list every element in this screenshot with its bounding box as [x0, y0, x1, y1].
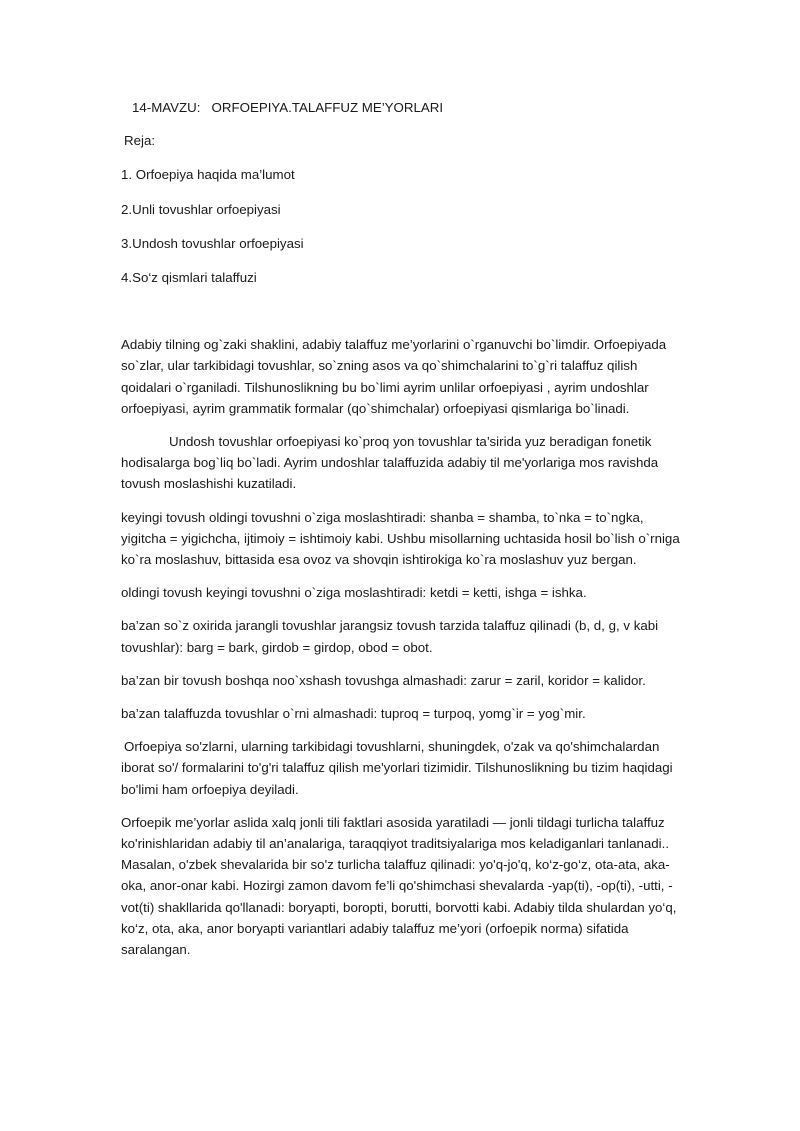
document-title: 14-MAVZU: ORFOEPIYA.TALAFFUZ ME’YORLARI	[132, 100, 444, 115]
plan-item: 4.So‘z qismlari talaffuzi	[121, 270, 257, 286]
document-body	[121, 97, 681, 972]
paragraph: Undosh tovushlar orfoepiyasi ko`proq yon tovushlar ta’sirida yuz beradigan fonetik hodisalarga bog`liq bo`ladi. Ayrim undoshlar talaffuzida adabiy til me'yorlariga mos ravishda tovush moslashishi kuzatiladi.	[121, 434, 659, 492]
paragraph: ba’zan bir tovush boshqa noo`xshash tovushga almashadi: zarur = zaril, koridor = kalidor.	[121, 672, 646, 688]
paragraph: Orfoepik me’yorlar aslida xalq jonli tili faktlari asosida yaratiladi — jonli tildagi turlicha talaffuz ko'rinishlaridan adabiy til an’analariga, taraqqiyot traditsiyalariga mos keladiganlari tanlanadi.. Masalan, o'zbek shevalarida bir so'z turlicha talaffuz qilinadi: yo'q-jo'q, ko‘z-go‘z, ota-ata, aka-oka, anor-onar kabi. Hozirgi zamon davom fe’li qo'shimchasi shevalarda -yap(ti), -op(ti), -utti, -vot(ti) shakllarida qo'llanadi: boryapti, boropti, borutti, borvotti kabi. Adabiy tilda shulardan yo‘q, ko‘z, ota, aka, anor boryapti variantlari adabiy talaffuz me’yori (orfoepik norma) sifatida saralangan.	[121, 814, 677, 958]
paragraph: keyingi tovush oldingi tovushni o`ziga moslashtiradi: shanba = shamba, to`nka = to`ngka, yigitcha = yigichcha, ijtimoiy = ishtimoiy kabi. Ushbu misollarning uchtasida hosil bo`lish o`rniga ko`ra moslashuv, bittasida esa ovoz va shovqin ishtirokiga ko`ra moslashuv yuz bergan.	[121, 509, 680, 568]
plan-label: Reja:	[124, 133, 156, 149]
plan-item: 3.Undosh tovushlar orfoepiyasi	[121, 235, 304, 251]
plan-item: 2.Unli tovushlar orfoepiyasi	[121, 201, 281, 217]
paragraph: ba’zan talaffuzda tovushlar o`rni almashadi: tuproq = turpoq, yomg`ir = yog`mir.	[121, 706, 586, 722]
paragraph: Orfoepiya so'zlarni, ularning tarkibidagi tovushlarni, shuningdek, o'zak va qo'shimchalardan iborat so'/ formalarini to'g'ri talaffuz qilish me'yorlari tizimidir. Tilshunoslikning bu tizim haqidagi bo'limi ham orfoepiya deyiladi.	[121, 739, 673, 797]
paragraph: Adabiy tilning og`zaki shaklini, adabiy talaffuz me’yorlarini o`rganuvchi bo`limdir. Orfoepiyada so`zlar, ular tarkibidagi tovushlar, so`zning asos va qo`shimchalarini to`g`ri talaffuz qilish qoidalari o`rganiladi. Tilshunoslikning bu bo`limi ayrim unlilar orfoepiyasi , ayrim undoshlar orfoepiyasi, ayrim grammatik formalar (qo`shimchalar) orfoepiyasi qismlariga bo`linadi.	[121, 337, 667, 416]
paragraph: ba’zan so`z oxirida jarangli tovushlar jarangsiz tovush tarzida talaffuz qilinadi (b, d, g, v kabi tovushlar): barg = bark, girdob = girdop, obod = obot.	[121, 618, 659, 655]
plan-item: 1. Orfoepiya haqida ma’lumot	[121, 167, 295, 183]
paragraph: oldingi tovush keyingi tovushni o`ziga moslashtiradi: ketdi = ketti, ishga = ishka.	[121, 585, 587, 601]
